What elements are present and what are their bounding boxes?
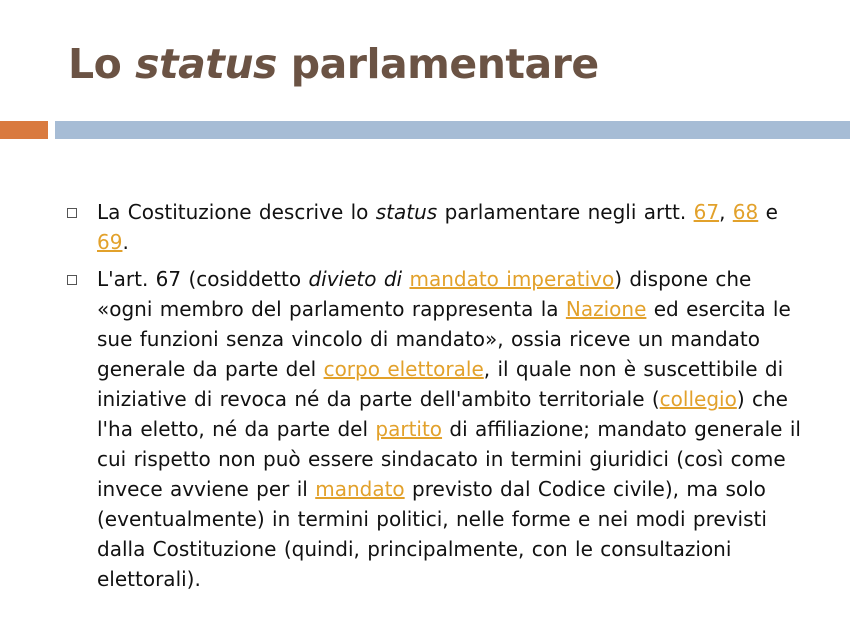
text-segment: L'art. 67 (cosiddetto (97, 267, 309, 291)
link-art-67[interactable]: 67 (693, 200, 720, 224)
text-segment: , (719, 200, 733, 224)
link-partito[interactable]: partito (375, 417, 443, 441)
text-segment: ed esercita le sue funzioni senza vincolo di mandato», ossia riceve un mandato generale da parte del (97, 297, 791, 381)
title-part-italic: status (135, 40, 277, 88)
text-segment: , il quale non è suscettibile di iniziative di revoca né da parte dell'ambito territoriale ( (97, 357, 784, 411)
link-corpo-elettorale[interactable]: corpo elettorale (323, 357, 484, 381)
link-art-69[interactable]: 69 (97, 230, 123, 254)
text-segment: ) dispone che «ogni membro del parlamento rappresenta la (97, 267, 752, 321)
link-mandato-imperativo[interactable]: mandato imperativo (409, 267, 615, 291)
link-collegio[interactable]: collegio (659, 387, 737, 411)
square-bullet-icon (67, 275, 77, 285)
text-segment: parlamentare negli artt. (437, 200, 694, 224)
link-mandato[interactable]: mandato (315, 477, 405, 501)
text-segment-italic: status (375, 200, 438, 224)
text-segment: ) che l'ha eletto, né da parte del (97, 387, 788, 441)
title-part-rest: parlamentare (276, 40, 599, 88)
link-art-68[interactable]: 68 (732, 200, 759, 224)
text-segment: e (758, 200, 778, 224)
bullet-list (66, 197, 811, 601)
text-segment: di affiliazione; mandato generale il cui rispetto non può essere sindacato in termini giuridici (così come invece avviene per il (97, 417, 801, 501)
text-segment: previsto dal Codice civile), ma solo (eventualmente) in termini politici, nelle forme e nei modi previsti dalla Costituzione (quindi, principalmente, con le consultazioni elettorali). (97, 477, 767, 591)
title-part-plain: Lo (68, 40, 136, 88)
text-segment: La Costituzione descrive lo (97, 200, 376, 224)
bullet-item-articles (66, 197, 811, 257)
text-segment-italic: divieto di (308, 267, 403, 291)
text-segment: . (122, 230, 129, 254)
accent-bar-blue (55, 121, 850, 139)
accent-bar-orange (0, 121, 48, 139)
link-nazione[interactable]: Nazione (565, 297, 647, 321)
slide-title (68, 40, 599, 88)
bullet-item-art-67 (66, 264, 811, 594)
square-bullet-icon (67, 208, 77, 218)
